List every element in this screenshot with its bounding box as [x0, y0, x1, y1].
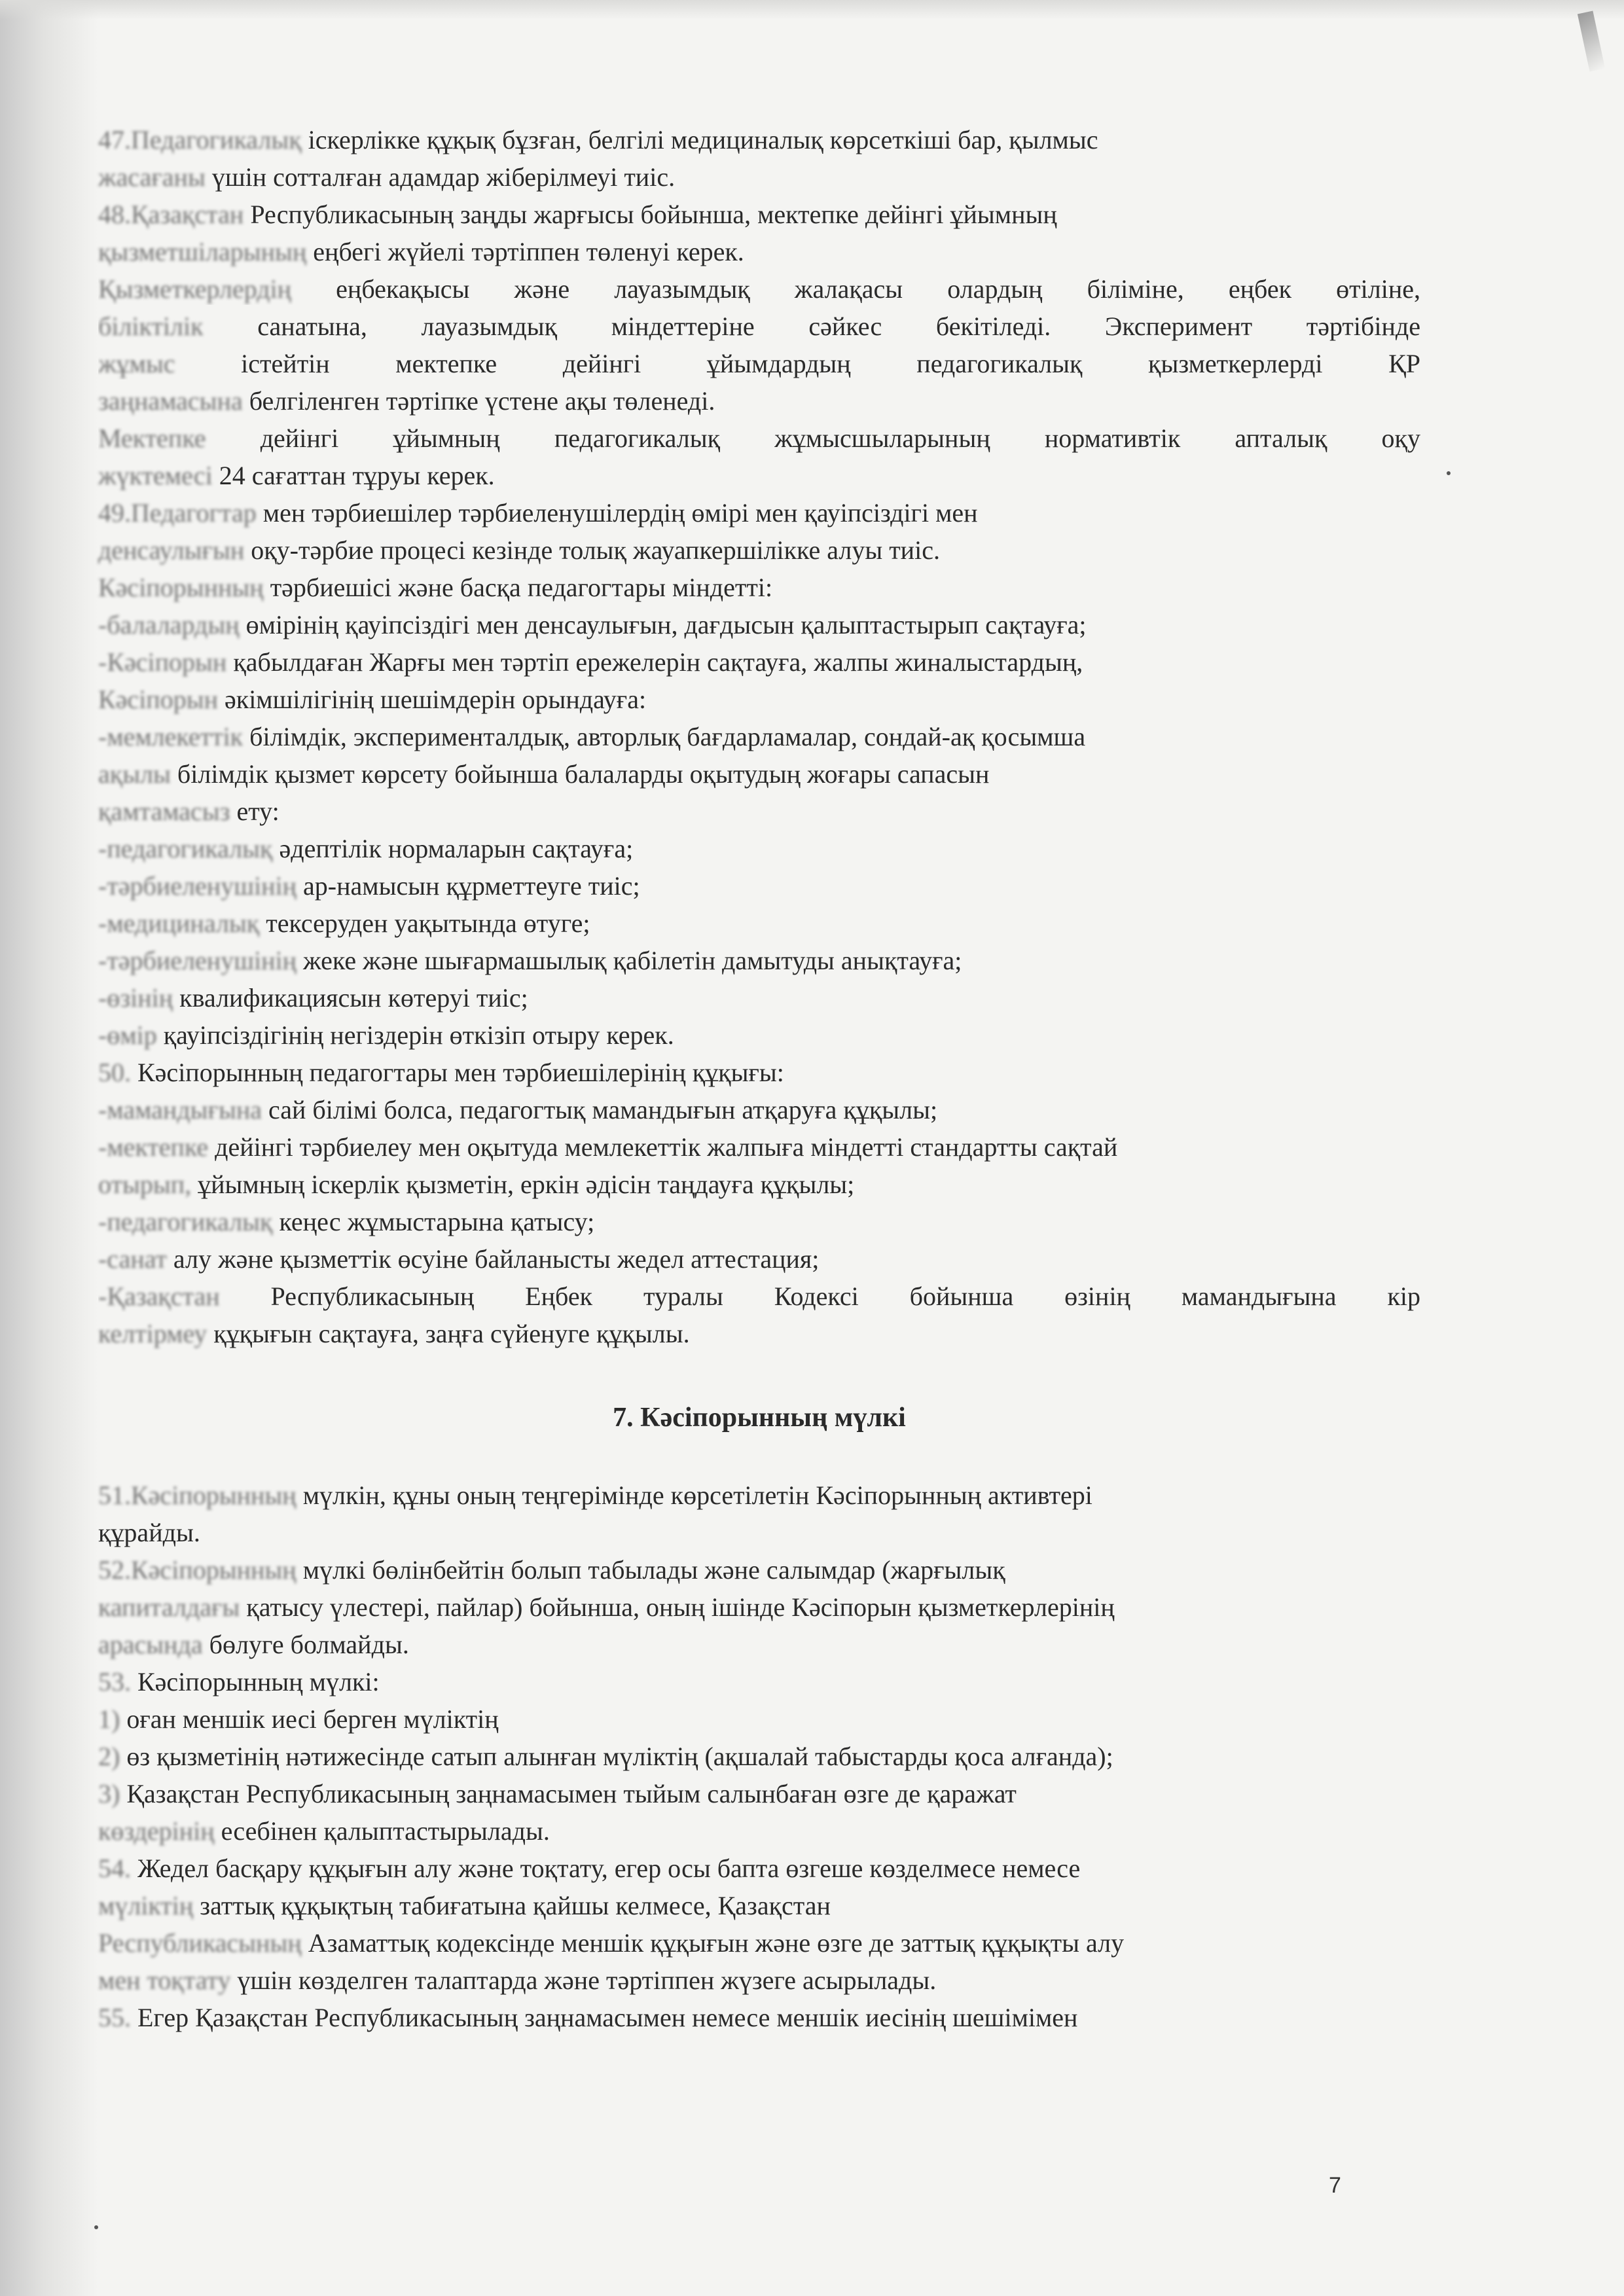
- text-line: [98, 1965, 1420, 2002]
- text-line: [98, 162, 1420, 199]
- blurred-line-start: 50.: [98, 1058, 131, 1087]
- text-line: [98, 1318, 1420, 1355]
- blurred-line-start: денсаулығын: [98, 535, 245, 565]
- text-line: [98, 796, 1420, 833]
- line-text: ар-намысын құрметтеуге тиіс;: [297, 871, 640, 901]
- line-text: білімдік қызмет көрсету бойынша балаларды оқытудың жоғары сапасын: [170, 759, 990, 789]
- blurred-line-start: -тәрбиеленушінің: [98, 946, 297, 975]
- text-line: [98, 236, 1420, 274]
- line-text: қатысу үлестері, пайлар) бойынша, оның ішінде Кәсіпорын қызметкерлерінің: [240, 1592, 1115, 1622]
- blurred-line-start: 48.Қазақстан: [98, 200, 244, 229]
- line-text: тексеруден уақытында өтуге;: [259, 908, 590, 938]
- document-page: [98, 124, 1420, 2039]
- blurred-line-start: 2): [98, 1742, 120, 1771]
- scan-corner-mark: [1578, 10, 1605, 71]
- blurred-line-start: Қызметкерлердің: [98, 274, 292, 304]
- blurred-line-start: -мамандығына: [98, 1095, 262, 1124]
- text-line: [98, 1666, 1420, 1704]
- text-line: [98, 759, 1420, 796]
- text-line: [98, 1094, 1420, 1132]
- page-number: 7: [1329, 2173, 1341, 2198]
- line-text: әкімшілігінің шешімдерін орындауға:: [218, 685, 647, 714]
- blurred-line-start: қызметшіларының: [98, 237, 307, 266]
- blurred-line-start: келтірмеу: [98, 1319, 208, 1348]
- text-line: [98, 609, 1420, 647]
- line-text: іскерлікке құқық бұзған, белгілі медициналық көрсеткіші бар, қылмыс: [301, 125, 1098, 154]
- blurred-line-start: -педагогикалық: [98, 1207, 273, 1236]
- scan-speck: [94, 2225, 98, 2229]
- line-text: заттық құқықтың табиғатына қайшы келмесе, Қазақстан: [193, 1891, 831, 1920]
- line-text: Қазақстан Республикасының заңнамасымен тыйым салынбаған өзге де қаражат: [120, 1779, 1017, 1808]
- line-text: әдептілік нормаларын сақтауға;: [272, 834, 634, 863]
- blurred-line-start: мүліктің: [98, 1891, 194, 1920]
- text-line: [98, 460, 1420, 497]
- line-text: істейтін мектепке дейінгі ұйымдардың педагогикалық қызметкерлерді ҚР: [175, 349, 1420, 378]
- blurred-line-start: жасағаны: [98, 162, 206, 192]
- line-text: еңбекақысы және лауазымдық жалақасы олардың біліміне, еңбек өтіліне,: [291, 274, 1420, 304]
- blurred-line-start: жұмыс: [98, 349, 175, 378]
- text-line: [98, 2002, 1420, 2039]
- text-line: [98, 124, 1420, 162]
- blurred-line-start: -өзінің: [98, 983, 173, 1013]
- line-text: құқығын сақтауға, заңға сүйенуге құқылы.: [207, 1319, 690, 1348]
- line-text: оған меншік иесі берген мүліктің: [120, 1704, 499, 1734]
- blurred-line-start: 3): [98, 1779, 120, 1808]
- blurred-line-start: 54.: [98, 1854, 131, 1883]
- scan-top-shadow: [0, 0, 1624, 20]
- line-text: өмірінің қауіпсіздігі мен денсаулығын, дағдысын қалыптастырып сақтауға;: [239, 610, 1087, 639]
- text-line: [98, 423, 1420, 454]
- line-text: тәрбиешісі және басқа педагогтары міндетті:: [263, 573, 773, 602]
- blurred-line-start: ақылы: [98, 759, 171, 789]
- blurred-line-start: жүктемесі: [98, 461, 213, 490]
- text-line: [98, 348, 1420, 380]
- text-line: [98, 535, 1420, 572]
- blurred-line-start: -Кәсіпорын: [98, 647, 227, 677]
- text-line: [98, 1778, 1420, 1816]
- text-line: [98, 908, 1420, 945]
- line-text: алу және қызметтік өсуіне байланысты жедел аттестация;: [166, 1244, 820, 1274]
- line-text: ету:: [230, 797, 280, 826]
- blurred-line-start: -тәрбиеленушінің: [98, 871, 297, 901]
- line-text: 24 сағаттан тұруы керек.: [212, 461, 495, 490]
- line-text: ұйымның іскерлік қызметін, еркін әдісін таңдауға құқылы;: [191, 1170, 855, 1199]
- line-text: қабылдаған Жарғы мен тәртіп ережелерін сақтауға, жалпы жиналыстардың,: [226, 647, 1083, 677]
- text-line: [98, 386, 1420, 423]
- blurred-line-start: -педагогикалық: [98, 834, 273, 863]
- scan-speck: [1447, 471, 1451, 475]
- blurred-line-start: 47.Педагогикалық: [98, 125, 302, 154]
- text-line: [98, 982, 1420, 1020]
- blurred-line-start: 53.: [98, 1667, 131, 1696]
- line-text: құрайды.: [98, 1518, 200, 1547]
- line-text: оқу-тәрбие процесі кезінде толық жауапкершілікке алуы тиіс.: [244, 535, 940, 565]
- line-text: есебінен қалыптастырылады.: [214, 1816, 550, 1846]
- text-line: [98, 1480, 1420, 1517]
- text-line: [98, 274, 1420, 305]
- text-line: [98, 870, 1420, 908]
- section-heading: 7. Кәсіпорынның мүлкі: [613, 1403, 906, 1433]
- line-text: Кәсіпорынның мүлкі:: [131, 1667, 380, 1696]
- text-line: [98, 1020, 1420, 1057]
- blurred-line-start: 51.Кәсіпорынның: [98, 1480, 297, 1510]
- line-text: білімдік, эксперименталдық, авторлық бағдарламалар, сондай-ақ қосымша: [243, 722, 1086, 751]
- text-line: [98, 1169, 1420, 1206]
- blurred-line-start: 55.: [98, 2003, 131, 2032]
- text-line: [98, 1928, 1420, 1965]
- blurred-line-start: -Қазақстан: [98, 1282, 220, 1311]
- blurred-line-start: -мектепке: [98, 1132, 209, 1162]
- line-text: Республикасының заңды жарғысы бойынша, мектепке дейінгі ұйымның: [244, 200, 1057, 229]
- line-text: квалификациясын көтеруі тиіс;: [173, 983, 528, 1013]
- text-line: [98, 1244, 1420, 1281]
- line-text: жеке және шығармашылық қабілетін дамытуды анықтауға;: [297, 946, 962, 975]
- blurred-line-start: -медициналық: [98, 908, 260, 938]
- line-text: бөлуге болмайды.: [202, 1630, 409, 1659]
- line-text: үшін көзделген талаптарда және тәртіппен жүзеге асырылады.: [230, 1965, 937, 1995]
- line-text: еңбегі жүйелі тәртіппен төленуі керек.: [306, 237, 744, 266]
- blurred-line-start: арасында: [98, 1630, 203, 1659]
- blurred-line-start: 49.Педагогтар: [98, 498, 257, 528]
- line-text: Республикасының Еңбек туралы Кодексі бойынша өзінің мамандығына кір: [219, 1282, 1420, 1311]
- line-text: қауіпсіздігінің негіздерін өткізіп отыру керек.: [156, 1020, 674, 1050]
- property-section: [98, 1480, 1420, 2039]
- line-text: дейінгі тәрбиелеу мен оқытуда мемлекеттік жалпыға міндетті стандартты сақтай: [208, 1132, 1118, 1162]
- blurred-line-start: заңнамасына: [98, 386, 243, 416]
- blurred-line-start: біліктілік: [98, 312, 204, 341]
- employee-rights-section: [98, 124, 1420, 1355]
- blurred-line-start: мен тоқтату: [98, 1965, 231, 1995]
- line-text: Азаматтық кодексінде меншік құқығын және өзге де заттық құқықты алу: [301, 1928, 1125, 1958]
- text-line: [98, 721, 1420, 759]
- line-text: кеңес жұмыстарына қатысу;: [272, 1207, 595, 1236]
- line-text: мүлкін, құны оның теңгерімінде көрсетілетін Кәсіпорынның активтері: [296, 1480, 1092, 1510]
- blurred-line-start: Кәсіпорын: [98, 685, 218, 714]
- blurred-line-start: Мектепке: [98, 423, 206, 453]
- text-line: [98, 1057, 1420, 1094]
- line-text: Кәсіпорынның педагогтары мен тәрбиешілерінің құқығы:: [131, 1058, 784, 1087]
- blurred-line-start: Кәсіпорынның: [98, 573, 264, 602]
- text-line: [98, 1853, 1420, 1890]
- text-line: [98, 1281, 1420, 1312]
- text-line: [98, 1629, 1420, 1666]
- blurred-line-start: капиталдағы: [98, 1592, 240, 1622]
- text-line: [98, 311, 1420, 342]
- line-text: сай білімі болса, педагогтық мамандығын атқаруға құқылы;: [261, 1095, 938, 1124]
- text-line: [98, 1890, 1420, 1928]
- blurred-line-start: отырып,: [98, 1170, 192, 1199]
- text-line: [98, 572, 1420, 609]
- blurred-line-start: -өмір: [98, 1020, 157, 1050]
- line-text: Жедел басқару құқығын алу және тоқтату, егер осы бапта өзгеше көзделмесе немесе: [131, 1854, 1081, 1883]
- text-line: [98, 1132, 1420, 1169]
- line-text: белгіленген тәртіпке үстене ақы төленеді.: [242, 386, 715, 416]
- line-text: дейінгі ұйымның педагогикалық жұмысшыларының нормативтік апталық оқу: [206, 423, 1420, 453]
- scan-edge-shadow: [0, 0, 98, 2296]
- blurred-line-start: Республикасының: [98, 1928, 302, 1958]
- line-text: мен тәрбиешілер тәрбиеленушілердің өмірі мен қауіпсіздігі мен: [256, 498, 978, 528]
- blurred-line-start: қамтамасыз: [98, 797, 230, 826]
- blurred-line-start: -мемлекеттік: [98, 722, 244, 751]
- text-line: [98, 647, 1420, 684]
- blurred-line-start: -санат: [98, 1244, 167, 1274]
- text-line: [98, 199, 1420, 236]
- text-line: [98, 1554, 1420, 1592]
- text-line: [98, 1704, 1420, 1741]
- blurred-line-start: 52.Кәсіпорынның: [98, 1555, 297, 1585]
- blurred-line-start: 1): [98, 1704, 120, 1734]
- text-line: [98, 1517, 1420, 1554]
- text-line: [98, 1741, 1420, 1778]
- text-line: [98, 1592, 1420, 1629]
- text-line: [98, 684, 1420, 721]
- text-line: [98, 833, 1420, 870]
- line-text: өз қызметінің нәтижесінде сатып алынған мүліктің (ақшалай табыстарды қоса алғанда);: [120, 1742, 1113, 1771]
- blurred-line-start: көздерінің: [98, 1816, 215, 1846]
- line-text: Егер Қазақстан Республикасының заңнамасымен немесе меншік иесінің шешімімен: [131, 2003, 1078, 2032]
- line-text: үшін сотталған адамдар жіберілмеуі тиіс.: [205, 162, 676, 192]
- line-text: мүлкі бөлінбейтін болып табылады және салымдар (жарғылық: [296, 1555, 1005, 1585]
- blurred-line-start: -балалардың: [98, 610, 240, 639]
- text-line: [98, 945, 1420, 982]
- text-line: [98, 1816, 1420, 1853]
- text-line: [98, 497, 1420, 535]
- text-line: [98, 1206, 1420, 1244]
- line-text: санатына, лауазымдық міндеттеріне сәйкес бекітіледі. Эксперимент тәртібінде: [203, 312, 1420, 341]
